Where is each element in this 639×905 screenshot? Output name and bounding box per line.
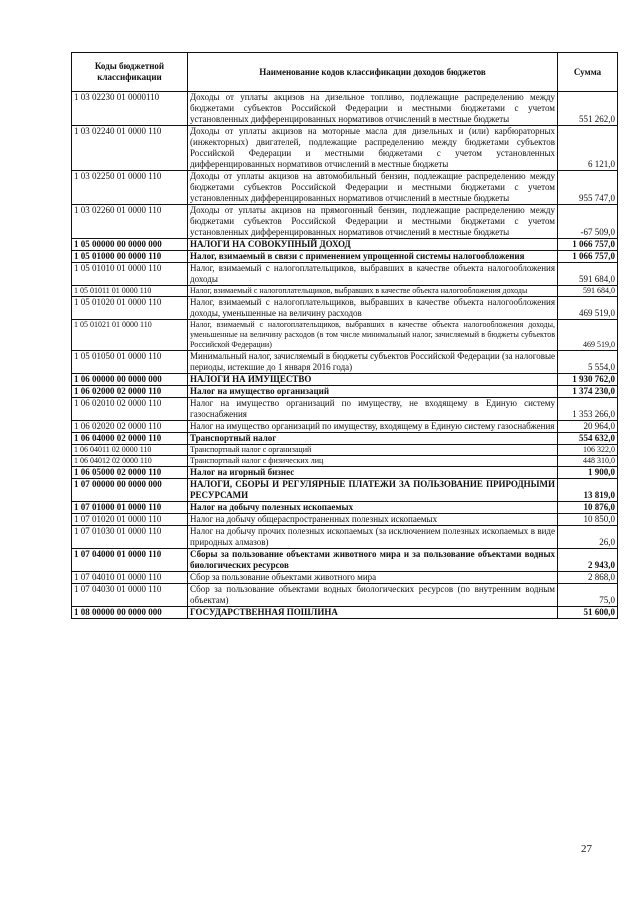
- name-cell: Доходы от уплаты акцизов на автомобильный бензин, подлежащие распределению между бюджетами субъектов Российской Федерации и местными бюджетами с учетом установленных дифференцированных нормативов отчислений в местные бюджеты: [188, 171, 558, 205]
- code-cell: 1 03 02250 01 0000 110: [72, 171, 188, 205]
- table-row: [72, 607, 618, 619]
- table-row: [72, 126, 618, 171]
- sum-cell: 469 519,0: [558, 320, 618, 351]
- table-row: [72, 467, 618, 479]
- name-cell: Налог на добычу общераспространенных полезных ископаемых: [188, 514, 558, 526]
- code-cell: 1 06 04000 02 0000 110: [72, 433, 188, 445]
- budget-revenue-table: [71, 52, 618, 619]
- name-cell: Транспортный налог с физических лиц: [188, 456, 558, 467]
- code-cell: 1 06 04011 02 0000 110: [72, 445, 188, 456]
- name-cell: Налог, взимаемый с налогоплательщиков, выбравших в качестве объекта налогообложения доходы: [188, 286, 558, 297]
- sum-cell: 13 819,0: [558, 479, 618, 502]
- table-row: [72, 572, 618, 584]
- sum-cell: 448 310,0: [558, 456, 618, 467]
- code-cell: 1 07 04030 01 0000 110: [72, 584, 188, 607]
- name-cell: НАЛОГИ НА ИМУЩЕСТВО: [188, 374, 558, 386]
- sum-cell: 106 322,0: [558, 445, 618, 456]
- code-cell: 1 06 04012 02 0000 110: [72, 456, 188, 467]
- code-cell: 1 05 01011 01 0000 110: [72, 286, 188, 297]
- sum-cell: 1 930 762,0: [558, 374, 618, 386]
- name-cell: Доходы от уплаты акцизов на прямогонный бензин, подлежащие распределению между бюджетами субъектов Российской Федерации и местными бюджетами с учетом установленных дифференцированных нормативов отчислений в местные бюджеты: [188, 205, 558, 239]
- table-row: [72, 171, 618, 205]
- name-cell: Сбор за пользование объектами водных биологических ресурсов (по внутренним водным объектам): [188, 584, 558, 607]
- table-row: [72, 374, 618, 386]
- code-cell: 1 07 01000 01 0000 110: [72, 502, 188, 514]
- sum-cell: 5 554,0: [558, 351, 618, 374]
- sum-cell: 1 900,0: [558, 467, 618, 479]
- sum-cell: 2 943,0: [558, 549, 618, 572]
- header-code: Коды бюджетной классификации: [72, 53, 188, 92]
- table-row: [72, 351, 618, 374]
- sum-cell: 469 519,0: [558, 297, 618, 320]
- name-cell: Налог на игорный бизнес: [188, 467, 558, 479]
- table-row: [72, 297, 618, 320]
- code-cell: 1 07 01020 01 0000 110: [72, 514, 188, 526]
- name-cell: НАЛОГИ, СБОРЫ И РЕГУЛЯРНЫЕ ПЛАТЕЖИ ЗА ПОЛЬЗОВАНИЕ ПРИРОДНЫМИ РЕСУРСАМИ: [188, 479, 558, 502]
- document-page: [71, 52, 617, 619]
- name-cell: Налог на добычу полезных ископаемых: [188, 502, 558, 514]
- code-cell: 1 07 00000 00 0000 000: [72, 479, 188, 502]
- table-row: [72, 386, 618, 398]
- table-row: [72, 251, 618, 263]
- code-cell: 1 06 05000 02 0000 110: [72, 467, 188, 479]
- sum-cell: 20 964,0: [558, 421, 618, 433]
- code-cell: 1 07 04010 01 0000 110: [72, 572, 188, 584]
- name-cell: Транспортный налог с организаций: [188, 445, 558, 456]
- header-sum: Сумма: [558, 53, 618, 92]
- sum-cell: 591 684,0: [558, 286, 618, 297]
- code-cell: 1 06 02000 02 0000 110: [72, 386, 188, 398]
- name-cell: Минимальный налог, зачисляемый в бюджеты субъектов Российской Федерации (за налоговые периоды, истекшие до 1 января 2016 года): [188, 351, 558, 374]
- table-row: [72, 263, 618, 286]
- name-cell: НАЛОГИ НА СОВОКУПНЫЙ ДОХОД: [188, 239, 558, 251]
- table-row: [72, 92, 618, 126]
- header-name: Наименование кодов классификации доходов бюджетов: [188, 53, 558, 92]
- name-cell: Сборы за пользование объектами животного мира и за пользование объектами водных биологических ресурсов: [188, 549, 558, 572]
- table-row: [72, 421, 618, 433]
- name-cell: ГОСУДАРСТВЕННАЯ ПОШЛИНА: [188, 607, 558, 619]
- table-row: [72, 502, 618, 514]
- code-cell: 1 07 01030 01 0000 110: [72, 526, 188, 549]
- table-row: [72, 445, 618, 456]
- sum-cell: 6 121,0: [558, 126, 618, 171]
- table-row: [72, 239, 618, 251]
- code-cell: 1 03 02230 01 0000110: [72, 92, 188, 126]
- code-cell: 1 08 00000 00 0000 000: [72, 607, 188, 619]
- sum-cell: 554 632,0: [558, 433, 618, 445]
- sum-cell: 1 353 266,0: [558, 398, 618, 421]
- name-cell: Налог на добычу прочих полезных ископаемых (за исключением полезных ископаемых в виде природных алмазов): [188, 526, 558, 549]
- sum-cell: 551 262,0: [558, 92, 618, 126]
- table-row: [72, 433, 618, 445]
- code-cell: 1 05 01050 01 0000 110: [72, 351, 188, 374]
- code-cell: 1 05 01020 01 0000 110: [72, 297, 188, 320]
- code-cell: 1 03 02240 01 0000 110: [72, 126, 188, 171]
- code-cell: 1 06 02020 02 0000 110: [72, 421, 188, 433]
- sum-cell: 51 600,0: [558, 607, 618, 619]
- sum-cell: 1 066 757,0: [558, 251, 618, 263]
- sum-cell: 955 747,0: [558, 171, 618, 205]
- code-cell: 1 03 02260 01 0000 110: [72, 205, 188, 239]
- code-cell: 1 07 04000 01 0000 110: [72, 549, 188, 572]
- sum-cell: 10 850,0: [558, 514, 618, 526]
- name-cell: Налог, взимаемый с налогоплательщиков, выбравших в качестве объекта налогообложения доходы, уменьшенные на величину расходов: [188, 297, 558, 320]
- code-cell: 1 05 01010 01 0000 110: [72, 263, 188, 286]
- code-cell: 1 06 00000 00 0000 000: [72, 374, 188, 386]
- table-row: [72, 320, 618, 351]
- name-cell: Доходы от уплаты акцизов на моторные масла для дизельных и (или) карбюраторных (инжекторных) двигателей, подлежащие распределению между бюджетами субъектов Российской Федерации и местными бюджетами с учетом установленных дифференцированных нормативов отчислений в местные бюджеты: [188, 126, 558, 171]
- name-cell: Налог, взимаемый с налогоплательщиков, выбравших в качестве объекта налогообложения доходы, уменьшенные на величину расходов (в том числе минимальный налог, зачисляемый в бюджеты субъектов Российской Федерации): [188, 320, 558, 351]
- sum-cell: 1 066 757,0: [558, 239, 618, 251]
- table-row: [72, 398, 618, 421]
- table-row: [72, 205, 618, 239]
- sum-cell: 75,0: [558, 584, 618, 607]
- code-cell: 1 06 02010 02 0000 110: [72, 398, 188, 421]
- table-row: [72, 479, 618, 502]
- table-header-row: [72, 53, 618, 92]
- sum-cell: 591 684,0: [558, 263, 618, 286]
- name-cell: Налог на имущество организаций по имуществу, не входящему в Единую систему газоснабжения: [188, 398, 558, 421]
- table-row: [72, 584, 618, 607]
- name-cell: Доходы от уплаты акцизов на дизельное топливо, подлежащие распределению между бюджетами субъектов Российской Федерации и местными бюджетами с учетом установленных дифференцированных нормативов отчислений в местные бюджеты: [188, 92, 558, 126]
- table-body: [72, 92, 618, 619]
- sum-cell: 26,0: [558, 526, 618, 549]
- name-cell: Налог на имущество организаций: [188, 386, 558, 398]
- sum-cell: -67 509,0: [558, 205, 618, 239]
- sum-cell: 10 876,0: [558, 502, 618, 514]
- name-cell: Налог на имущество организаций по имуществу, входящему в Единую систему газоснабжения: [188, 421, 558, 433]
- code-cell: 1 05 00000 00 0000 000: [72, 239, 188, 251]
- name-cell: Сбор за пользование объектами животного мира: [188, 572, 558, 584]
- page-number: 27: [581, 843, 592, 855]
- code-cell: 1 05 01000 00 0000 110: [72, 251, 188, 263]
- table-row: [72, 286, 618, 297]
- name-cell: Транспортный налог: [188, 433, 558, 445]
- name-cell: Налог, взимаемый в связи с применением упрощенной системы налогообложения: [188, 251, 558, 263]
- code-cell: 1 05 01021 01 0000 110: [72, 320, 188, 351]
- name-cell: Налог, взимаемый с налогоплательщиков, выбравших в качестве объекта налогообложения доходы: [188, 263, 558, 286]
- sum-cell: 2 868,0: [558, 572, 618, 584]
- table-row: [72, 456, 618, 467]
- table-row: [72, 549, 618, 572]
- sum-cell: 1 374 230,0: [558, 386, 618, 398]
- table-row: [72, 514, 618, 526]
- table-row: [72, 526, 618, 549]
